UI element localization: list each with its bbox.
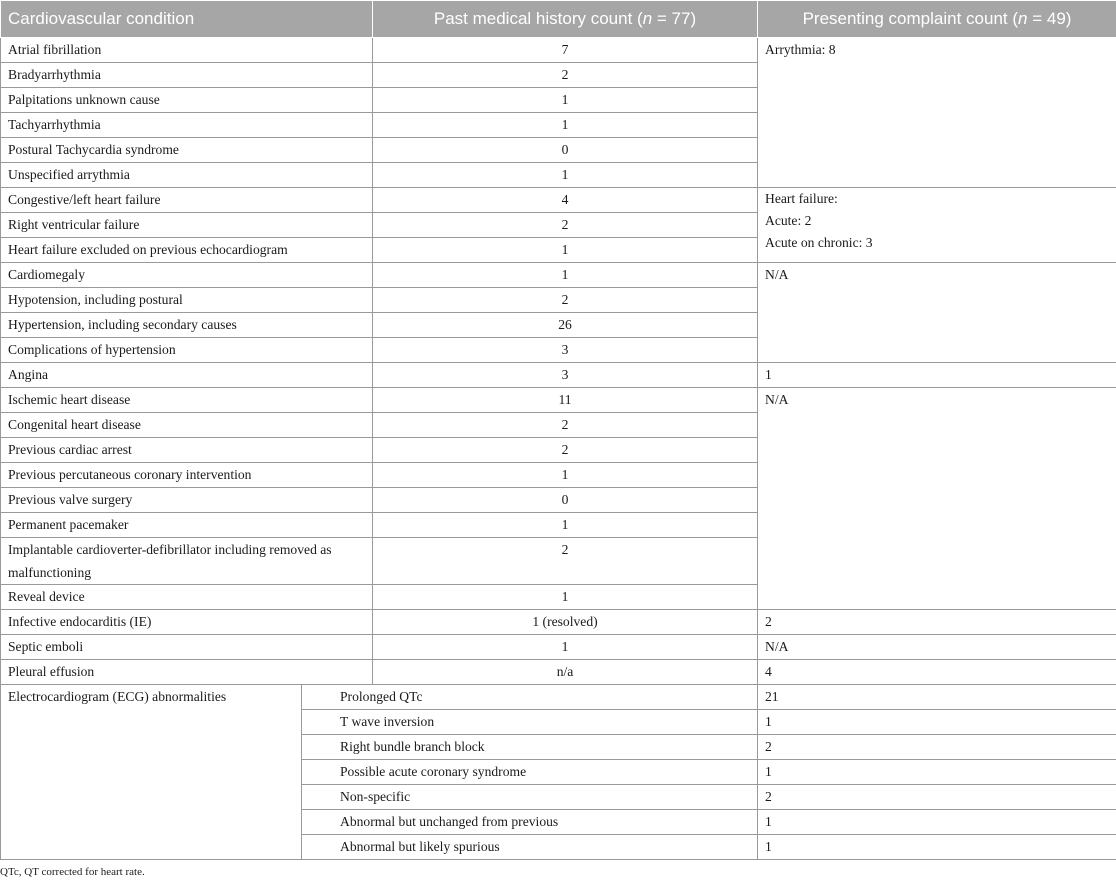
condition-cell: Permanent pacemaker xyxy=(1,513,373,538)
header-pmh-n: n xyxy=(642,9,653,28)
pmh-cell: 1 xyxy=(373,238,758,263)
pc-cell-pleural: 4 xyxy=(758,660,1116,685)
ecg-pc-cell: 2 xyxy=(758,785,1116,810)
pmh-cell: 11 xyxy=(373,388,758,413)
pc-cell-ischemic-group: N/A xyxy=(758,388,1116,610)
pc-cell-cardiomegaly-group: N/A xyxy=(758,263,1116,363)
table-row xyxy=(1,188,1116,213)
condition-cell: Ischemic heart disease xyxy=(1,388,373,413)
condition-cell: Implantable cardioverter-defibrillator including removed as malfunctioning xyxy=(1,538,373,585)
condition-cell: Hypotension, including postural xyxy=(1,288,373,313)
ecg-pc-cell: 1 xyxy=(758,710,1116,735)
pc-cell-arrhythmia: Arrythmia: 8 xyxy=(758,38,1116,188)
condition-cell: Right ventricular failure xyxy=(1,213,373,238)
header-pmh-pre: Past medical history count ( xyxy=(433,9,643,28)
header-pc-post: = 49) xyxy=(1027,9,1072,28)
table-footnote: QTc, QT corrected for heart rate. xyxy=(0,866,145,878)
pmh-cell: 1 xyxy=(373,463,758,488)
pc-cell-ie: 2 xyxy=(758,610,1116,635)
pmh-cell: 26 xyxy=(373,313,758,338)
pmh-cell: 2 xyxy=(373,288,758,313)
pmh-cell: 1 xyxy=(373,88,758,113)
condition-cell: Heart failure excluded on previous echocardiogram xyxy=(1,238,373,263)
condition-cell: Cardiomegaly xyxy=(1,263,373,288)
condition-cell: Congestive/left heart failure xyxy=(1,188,373,213)
condition-cell: Palpitations unknown cause xyxy=(1,88,373,113)
pmh-cell: 2 xyxy=(373,438,758,463)
condition-cell: Tachyarrhythmia xyxy=(1,113,373,138)
header-pmh xyxy=(373,1,758,38)
pmh-cell: 2 xyxy=(373,538,758,585)
table-row xyxy=(1,38,1116,63)
pmh-cell: 2 xyxy=(373,63,758,88)
header-pc-pre: Presenting complaint count ( xyxy=(802,9,1019,28)
pmh-cell: 1 xyxy=(373,113,758,138)
pmh-cell: 4 xyxy=(373,188,758,213)
condition-cell: Congenital heart disease xyxy=(1,413,373,438)
pmh-cell: 0 xyxy=(373,138,758,163)
pmh-cell: 2 xyxy=(373,413,758,438)
condition-cell: Bradyarrhythmia xyxy=(1,63,373,88)
ecg-pc-cell: 1 xyxy=(758,835,1116,860)
condition-cell: Previous percutaneous coronary intervention xyxy=(1,463,373,488)
condition-cell: Infective endocarditis (IE) xyxy=(1,610,373,635)
ecg-finding-cell: Non-specific xyxy=(302,785,758,810)
header-pc xyxy=(758,1,1116,38)
condition-cell: Previous cardiac arrest xyxy=(1,438,373,463)
ecg-finding-cell: Right bundle branch block xyxy=(302,735,758,760)
pmh-cell: 1 xyxy=(373,635,758,660)
ecg-finding-cell: Abnormal but likely spurious xyxy=(302,835,758,860)
ecg-pc-cell: 1 xyxy=(758,760,1116,785)
header-pc-n: n xyxy=(1018,9,1028,28)
pmh-cell: n/a xyxy=(373,660,758,685)
ecg-pc-cell: 21 xyxy=(758,685,1116,710)
pmh-cell: 3 xyxy=(373,338,758,363)
condition-cell: Atrial fibrillation xyxy=(1,38,373,63)
ecg-label-cell: Electrocardiogram (ECG) abnormalities xyxy=(1,685,302,860)
condition-cell: Unspecified arrythmia xyxy=(1,163,373,188)
condition-cell: Previous valve surgery xyxy=(1,488,373,513)
table-header-row xyxy=(1,1,1116,38)
pmh-cell: 0 xyxy=(373,488,758,513)
pc-cell-angina: 1 xyxy=(758,363,1116,388)
pc-cell-heart-failure xyxy=(758,188,1116,263)
pmh-cell: 1 xyxy=(373,163,758,188)
pmh-cell: 2 xyxy=(373,213,758,238)
pmh-cell: 7 xyxy=(373,38,758,63)
condition-cell: Reveal device xyxy=(1,585,373,610)
condition-cell: Complications of hypertension xyxy=(1,338,373,363)
ecg-finding-cell: T wave inversion xyxy=(302,710,758,735)
pmh-cell: 1 (resolved) xyxy=(373,610,758,635)
ecg-row xyxy=(1,685,1116,710)
pmh-cell: 1 xyxy=(373,585,758,610)
header-condition: Cardiovascular condition xyxy=(1,1,373,38)
table-row xyxy=(1,363,1116,388)
ecg-finding-cell: Abnormal but unchanged from previous xyxy=(302,810,758,835)
ecg-finding-cell: Possible acute coronary syndrome xyxy=(302,760,758,785)
pc-hf-chronic: Acute on chronic: 3 xyxy=(765,235,873,250)
header-pmh-post: = 77) xyxy=(652,9,697,28)
table-row xyxy=(1,263,1116,288)
condition-cell: Pleural effusion xyxy=(1,660,373,685)
table-row xyxy=(1,635,1116,660)
table-row xyxy=(1,388,1116,413)
ecg-pc-cell: 1 xyxy=(758,810,1116,835)
pmh-cell: 3 xyxy=(373,363,758,388)
pc-hf-title: Heart failure: xyxy=(765,191,838,206)
ecg-pc-cell: 2 xyxy=(758,735,1116,760)
table-row xyxy=(1,660,1116,685)
pmh-cell: 1 xyxy=(373,263,758,288)
pc-hf-acute: Acute: 2 xyxy=(765,213,812,228)
ecg-finding-cell: Prolonged QTc xyxy=(302,685,758,710)
condition-cell: Postural Tachycardia syndrome xyxy=(1,138,373,163)
condition-cell: Hypertension, including secondary causes xyxy=(1,313,373,338)
pc-cell-septic: N/A xyxy=(758,635,1116,660)
pmh-cell: 1 xyxy=(373,513,758,538)
table-row xyxy=(1,610,1116,635)
condition-cell: Septic emboli xyxy=(1,635,373,660)
condition-cell: Angina xyxy=(1,363,373,388)
